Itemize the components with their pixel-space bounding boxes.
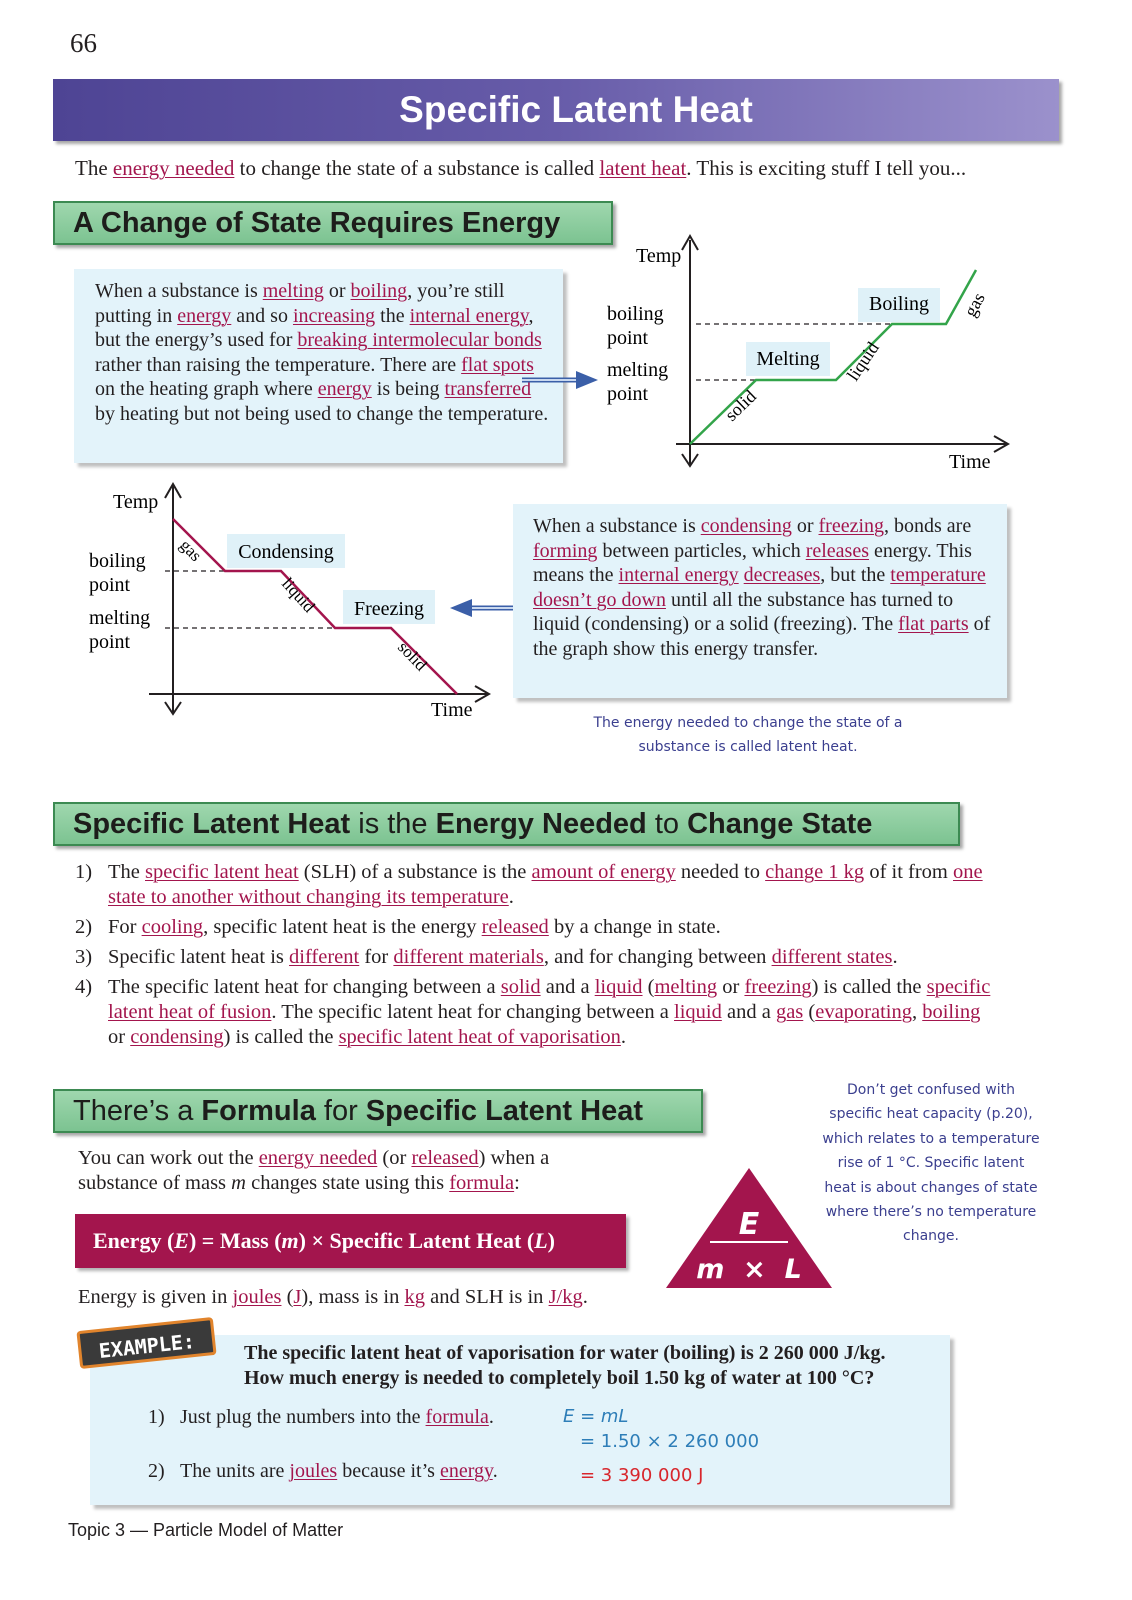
keyword: melting bbox=[262, 280, 324, 302]
keyword: different states bbox=[771, 946, 893, 968]
variable: L bbox=[534, 1228, 548, 1253]
intro-text-part: to change the state of a substance is called bbox=[234, 156, 600, 180]
text: is being bbox=[371, 378, 445, 401]
keyword: liquid bbox=[594, 976, 643, 998]
keyword: different bbox=[289, 946, 360, 968]
step-number: 1) bbox=[148, 1406, 165, 1428]
text: ) = Mass ( bbox=[188, 1228, 282, 1253]
text: , specific latent heat is the energy bbox=[203, 916, 482, 938]
keyword: liquid bbox=[674, 1001, 722, 1023]
text: , and for changing between bbox=[543, 946, 772, 968]
text: . The specific latent heat for changing between a bbox=[271, 1001, 675, 1023]
keyword: condensing bbox=[130, 1026, 224, 1048]
list-number: 3) bbox=[75, 946, 93, 968]
text: ( bbox=[281, 1286, 294, 1308]
example-step-2 bbox=[148, 1460, 498, 1483]
keyword: energy bbox=[439, 1460, 493, 1482]
intro-text bbox=[75, 156, 966, 181]
variable: m bbox=[281, 1228, 299, 1253]
text: ) is called the bbox=[223, 1026, 339, 1048]
text: ), mass is in bbox=[301, 1286, 405, 1308]
heading-normal: to bbox=[646, 808, 688, 840]
text: changes state using this bbox=[245, 1172, 450, 1194]
keyword: energy needed bbox=[258, 1147, 378, 1169]
keyword: forming bbox=[533, 539, 598, 562]
gas-stage-label: gas bbox=[959, 289, 989, 320]
margin-note-specific-heat-capacity: Don’t get confused with specific heat capacity (p.20), which relates to a temperature rise of 1 °C. Specific latent heat is about changes of state where there’s no temperature change. bbox=[822, 1082, 1040, 1245]
keyword: amount of energy bbox=[531, 861, 676, 883]
keyword: cooling bbox=[141, 916, 204, 938]
solid-stage-label: solid bbox=[394, 637, 431, 675]
text: and a bbox=[540, 976, 595, 998]
text: . bbox=[892, 946, 898, 968]
boiling-point-label: boiling bbox=[607, 303, 664, 325]
text: ) is called the bbox=[811, 976, 927, 998]
keyword: breaking intermolecular bonds bbox=[297, 329, 542, 352]
cooling-graph bbox=[85, 478, 505, 730]
page-title: Specific Latent Heat bbox=[399, 89, 753, 130]
keyword: energy needed bbox=[112, 156, 235, 180]
keyword: evaporating bbox=[815, 1001, 912, 1023]
melting-boiling-explanation-box bbox=[74, 269, 563, 463]
keyword: boiling bbox=[922, 1001, 981, 1023]
text: ) when a substance of mass bbox=[78, 1147, 550, 1194]
text: between particles, which bbox=[597, 539, 806, 562]
keyword: melting bbox=[654, 976, 718, 998]
text: Energy is given in bbox=[78, 1286, 233, 1308]
keyword: condensing bbox=[700, 515, 792, 537]
keyword: increasing bbox=[292, 304, 376, 327]
keyword: specific latent heat of vaporisation bbox=[338, 1026, 621, 1048]
section-heading-formula bbox=[53, 1089, 703, 1133]
keyword: formula bbox=[425, 1406, 489, 1428]
example-tag: EXAMPLE: bbox=[76, 1317, 216, 1369]
condensing-flat-label: Condensing bbox=[238, 541, 334, 563]
text: When a substance is bbox=[533, 515, 701, 537]
text: The bbox=[108, 861, 145, 883]
y-axis-label: Temp bbox=[636, 245, 682, 267]
keyword: transferred bbox=[444, 378, 532, 401]
text: , but the bbox=[820, 564, 891, 587]
formula-triangle bbox=[664, 1166, 834, 1290]
text: Specific latent heat is bbox=[108, 946, 290, 968]
text: The units are bbox=[180, 1460, 290, 1482]
text: Energy ( bbox=[93, 1228, 175, 1253]
text: or bbox=[791, 515, 819, 537]
keyword: specific latent heat bbox=[145, 861, 299, 883]
heading-normal: is the bbox=[350, 808, 436, 840]
keyword: change 1 kg bbox=[765, 861, 865, 883]
calc-substitution: = 1.50 × 2 260 000 bbox=[580, 1431, 760, 1452]
heading-bold: Formula bbox=[201, 1095, 316, 1127]
slh-facts-list bbox=[75, 860, 995, 1055]
text: or bbox=[108, 1026, 131, 1048]
example-step-1 bbox=[148, 1406, 494, 1429]
keyword: releases bbox=[805, 539, 869, 562]
keyword: energy bbox=[317, 378, 372, 401]
y-axis-label: Temp bbox=[113, 491, 159, 513]
intro-text-part: . This is exciting stuff I tell you... bbox=[686, 156, 967, 180]
triangle-energy: E bbox=[738, 1207, 760, 1242]
footer-topic: Topic 3 — Particle Model of Matter bbox=[68, 1520, 344, 1540]
condensing-freezing-explanation-box bbox=[513, 504, 1007, 698]
keyword: latent heat bbox=[599, 156, 687, 180]
keyword: freezing bbox=[818, 515, 885, 537]
list-number: 2) bbox=[75, 916, 93, 938]
calc-answer: = 3 390 000 J bbox=[580, 1465, 704, 1486]
boiling-point-label: point bbox=[607, 327, 649, 349]
text: (SLH) of a substance is the bbox=[298, 861, 532, 883]
keyword: freezing bbox=[744, 976, 812, 998]
text: and a bbox=[721, 1001, 776, 1023]
text: ) × Specific Latent Heat ( bbox=[298, 1228, 535, 1253]
text: , but the energy’s used for bbox=[95, 304, 534, 352]
keyword: released bbox=[481, 916, 549, 938]
triangle-mass-times-slh: m × L bbox=[696, 1254, 802, 1285]
text: . bbox=[508, 886, 514, 908]
text: For bbox=[108, 916, 142, 938]
text: or bbox=[323, 280, 351, 302]
list-item bbox=[75, 860, 995, 910]
heading-normal: for bbox=[315, 1095, 366, 1127]
list-item bbox=[75, 975, 995, 1050]
text: ) bbox=[547, 1228, 555, 1253]
text: for bbox=[359, 946, 394, 968]
text: , bbox=[911, 1001, 923, 1023]
keyword: energy bbox=[177, 304, 232, 327]
text: or bbox=[717, 976, 745, 998]
arrow-right-icon bbox=[520, 368, 600, 392]
melting-point-label: melting bbox=[89, 607, 151, 629]
melting-point-label: melting bbox=[607, 359, 669, 381]
heading-bold: Specific Latent Heat bbox=[365, 1095, 643, 1127]
heating-graph bbox=[600, 232, 1020, 477]
section-heading-slh-definition bbox=[53, 802, 960, 846]
section-heading-text: A Change of State Requires Energy bbox=[73, 207, 561, 239]
text: The specific latent heat for changing between a bbox=[108, 976, 501, 998]
heading-bold: Change State bbox=[687, 808, 873, 840]
section-heading-change-of-state bbox=[53, 201, 613, 245]
title-banner bbox=[53, 79, 1059, 141]
boiling-point-label: boiling bbox=[89, 550, 146, 572]
formula-intro-text bbox=[78, 1146, 618, 1196]
keyword: joules bbox=[232, 1286, 282, 1308]
text: ( bbox=[803, 1001, 816, 1023]
keyword: J bbox=[293, 1286, 302, 1308]
liquid-stage-label: liquid bbox=[278, 573, 319, 617]
text: and so bbox=[231, 304, 293, 327]
keyword: specific latent heat of fusion bbox=[108, 976, 991, 1023]
text: by a change in state. bbox=[548, 916, 721, 938]
text: of the graph show this energy transfer. bbox=[533, 613, 991, 660]
text: Just plug the numbers into the bbox=[180, 1406, 426, 1428]
step-number: 2) bbox=[148, 1460, 165, 1482]
heading-normal: There’s a bbox=[73, 1095, 202, 1127]
keyword: internal energy bbox=[618, 564, 739, 587]
text: of it from bbox=[864, 861, 954, 883]
units-text bbox=[78, 1286, 588, 1309]
text: (or bbox=[377, 1147, 412, 1169]
text: on the heating graph where bbox=[95, 378, 318, 401]
text: When a substance is bbox=[95, 280, 263, 302]
text: energy. This means the bbox=[533, 539, 972, 587]
keyword: J/kg bbox=[548, 1286, 583, 1308]
text: until all the substance has turned to liquid (condensing) or a solid (freezing). The bbox=[533, 588, 954, 636]
text: . bbox=[488, 1406, 494, 1428]
formula-bar bbox=[75, 1214, 626, 1268]
keyword: flat parts bbox=[898, 613, 969, 636]
keyword: joules bbox=[289, 1460, 338, 1482]
liquid-stage-label: liquid bbox=[842, 338, 883, 385]
page-number: 66 bbox=[70, 28, 97, 58]
boiling-flat-label: Boiling bbox=[868, 293, 930, 315]
keyword: released bbox=[411, 1147, 479, 1169]
keyword: solid bbox=[500, 976, 541, 998]
melting-point-label: point bbox=[89, 631, 131, 653]
text: You can work out the bbox=[78, 1147, 259, 1169]
variable: m bbox=[231, 1172, 246, 1194]
list-number: 1) bbox=[75, 861, 93, 883]
text: rather than raising the temperature. There are bbox=[95, 353, 462, 376]
text: the bbox=[375, 304, 410, 327]
keyword: different materials bbox=[393, 946, 544, 968]
keyword: boiling bbox=[350, 280, 408, 302]
keyword: gas bbox=[775, 1001, 804, 1023]
boiling-point-label: point bbox=[89, 574, 131, 596]
list-number: 4) bbox=[75, 976, 93, 998]
keyword: kg bbox=[404, 1286, 425, 1308]
text: . bbox=[620, 1026, 627, 1048]
keyword: decreases bbox=[743, 564, 821, 587]
question-line: How much energy is needed to completely boil 1.50 kg of water at 100 °C? bbox=[244, 1367, 875, 1389]
text: because it’s bbox=[337, 1460, 440, 1482]
text: and SLH is in bbox=[424, 1286, 549, 1308]
heading-bold: Energy Needed bbox=[435, 808, 647, 840]
text: : bbox=[514, 1172, 520, 1194]
text: . bbox=[492, 1460, 498, 1482]
heading-bold: Specific Latent Heat bbox=[73, 808, 351, 840]
text: ( bbox=[642, 976, 655, 998]
example-question bbox=[244, 1341, 885, 1391]
keyword: temperature doesn’t go down bbox=[533, 564, 986, 611]
margin-note-latent-heat: The energy needed to change the state of a substance is called latent heat. bbox=[593, 715, 903, 755]
x-axis-label: Time bbox=[949, 451, 991, 473]
list-item bbox=[75, 945, 995, 970]
keyword: internal energy bbox=[409, 304, 529, 327]
melting-point-label: point bbox=[607, 383, 649, 405]
text: , bonds are bbox=[884, 515, 972, 537]
question-line: The specific latent heat of vaporisation for water (boiling) is 2 260 000 J/kg. bbox=[244, 1342, 886, 1364]
variable: E bbox=[174, 1228, 189, 1253]
text: , you’re still putting in bbox=[95, 280, 505, 327]
text: needed to bbox=[675, 861, 766, 883]
intro-text-part: The bbox=[75, 156, 113, 180]
text: by heating but not being used to change the temperature. bbox=[95, 402, 549, 425]
solid-stage-label: solid bbox=[720, 386, 760, 425]
freezing-flat-label: Freezing bbox=[354, 598, 424, 620]
melting-flat-label: Melting bbox=[756, 348, 820, 370]
calc-formula: E = mL bbox=[563, 1406, 629, 1427]
text: . bbox=[582, 1286, 588, 1308]
x-axis-label: Time bbox=[431, 699, 473, 721]
list-item bbox=[75, 915, 995, 940]
gas-stage-label: gas bbox=[176, 535, 206, 566]
keyword: flat spots bbox=[461, 353, 534, 376]
keyword: one state to another without changing its temperature bbox=[108, 861, 983, 908]
keyword: formula bbox=[449, 1172, 515, 1194]
